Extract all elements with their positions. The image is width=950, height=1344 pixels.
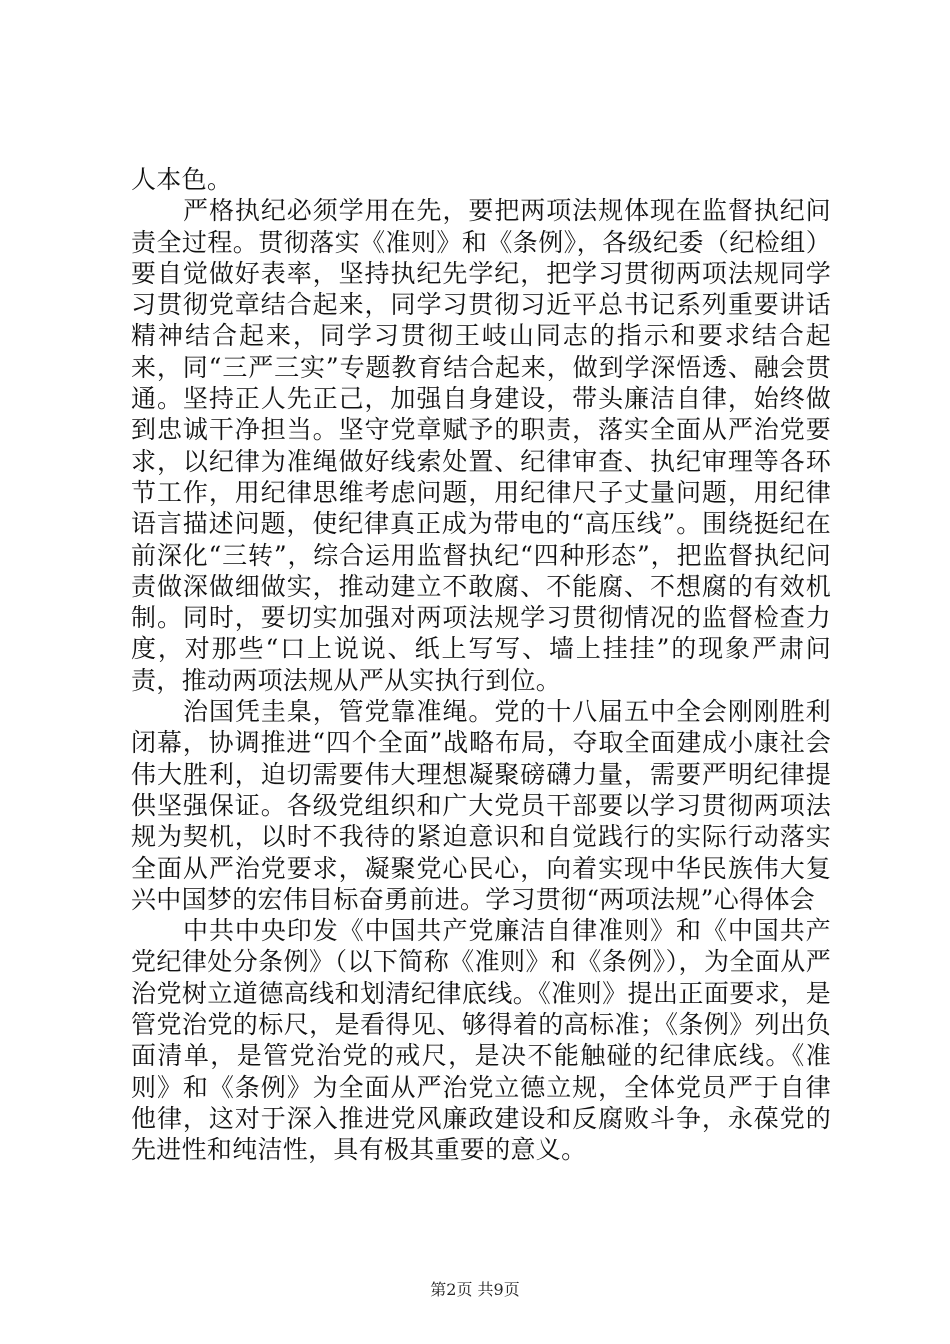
paragraph-continuation: 人本色。 <box>131 165 233 194</box>
document-body <box>131 164 831 1166</box>
page-footer: 第2页 共9页 <box>430 1280 520 1299</box>
paragraph-central-committee: 中共中央印发《中国共产党廉洁自律准则》和《中国共产党纪律处分条例》（以下简称《准则》和《条例》），为全面从严治党树立道德高线和划清纪律底线。《准则》提出正面要求，是管党治党的标尺，是看得见、够得着的高标准；《条例》列出负面清单，是管党治党的戒尺，是决不能触碰的纪律底线。《准则》和《条例》为全面从严治党立德立规，全体党员严于自律他律，这对于深入推进党风廉政建设和反腐败斗争，永葆党的先进性和纯洁性，具有极其重要的意义。 <box>131 916 831 1165</box>
paragraph-discipline-enforcement: 严格执纪必须学用在先，要把两项法规体现在监督执纪问责全过程。贯彻落实《准则》和《条例》，各级纪委（纪检组）要自觉做好表率，坚持执纪先学纪，把学习贯彻两项法规同学习贯彻党章结合起来，同学习贯彻习近平总书记系列重要讲话精神结合起来，同学习贯彻王岐山同志的指示和要求结合起来，同“三严三实”专题教育结合起来，做到学深悟透、融会贯通。坚持正人先正己，加强自身建设，带头廉洁自律，始终做到忠诚干净担当。坚守党章赋予的职责，落实全面从严治党要求，以纪律为准绳做好线索处置、纪律审查、执纪审理等各环节工作，用纪律思维考虑问题，用纪律尺子丈量问题，用纪律语言描述问题，使纪律真正成为带电的“高压线”。围绕挺纪在前深化“三转”，综合运用监督执纪“四种形态”，把监督执纪问责做深做细做实，推动建立不敢腐、不能腐、不想腐的有效机制。同时，要切实加强对两项法规学习贯彻情况的监督检查力度，对那些“口上说说、纸上写写、墙上挂挂”的现象严肃问责，推动两项法规从严从实执行到位。 <box>131 196 831 695</box>
paragraph-governance: 治国凭圭臬，管党靠准绳。党的十八届五中全会刚刚胜利闭幕，协调推进“四个全面”战略布局，夺取全面建成小康社会伟大胜利，迫切需要伟大理想凝聚磅礴力量，需要严明纪律提供坚强保证。各级党组织和广大党员干部要以学习贯彻两项法规为契机，以时不我待的紧迫意识和自觉践行的实际行动落实全面从严治党要求，凝聚党心民心，向着实现中华民族伟大复兴中国梦的宏伟目标奋勇前进。学习贯彻“两项法规”心得体会 <box>131 697 831 914</box>
